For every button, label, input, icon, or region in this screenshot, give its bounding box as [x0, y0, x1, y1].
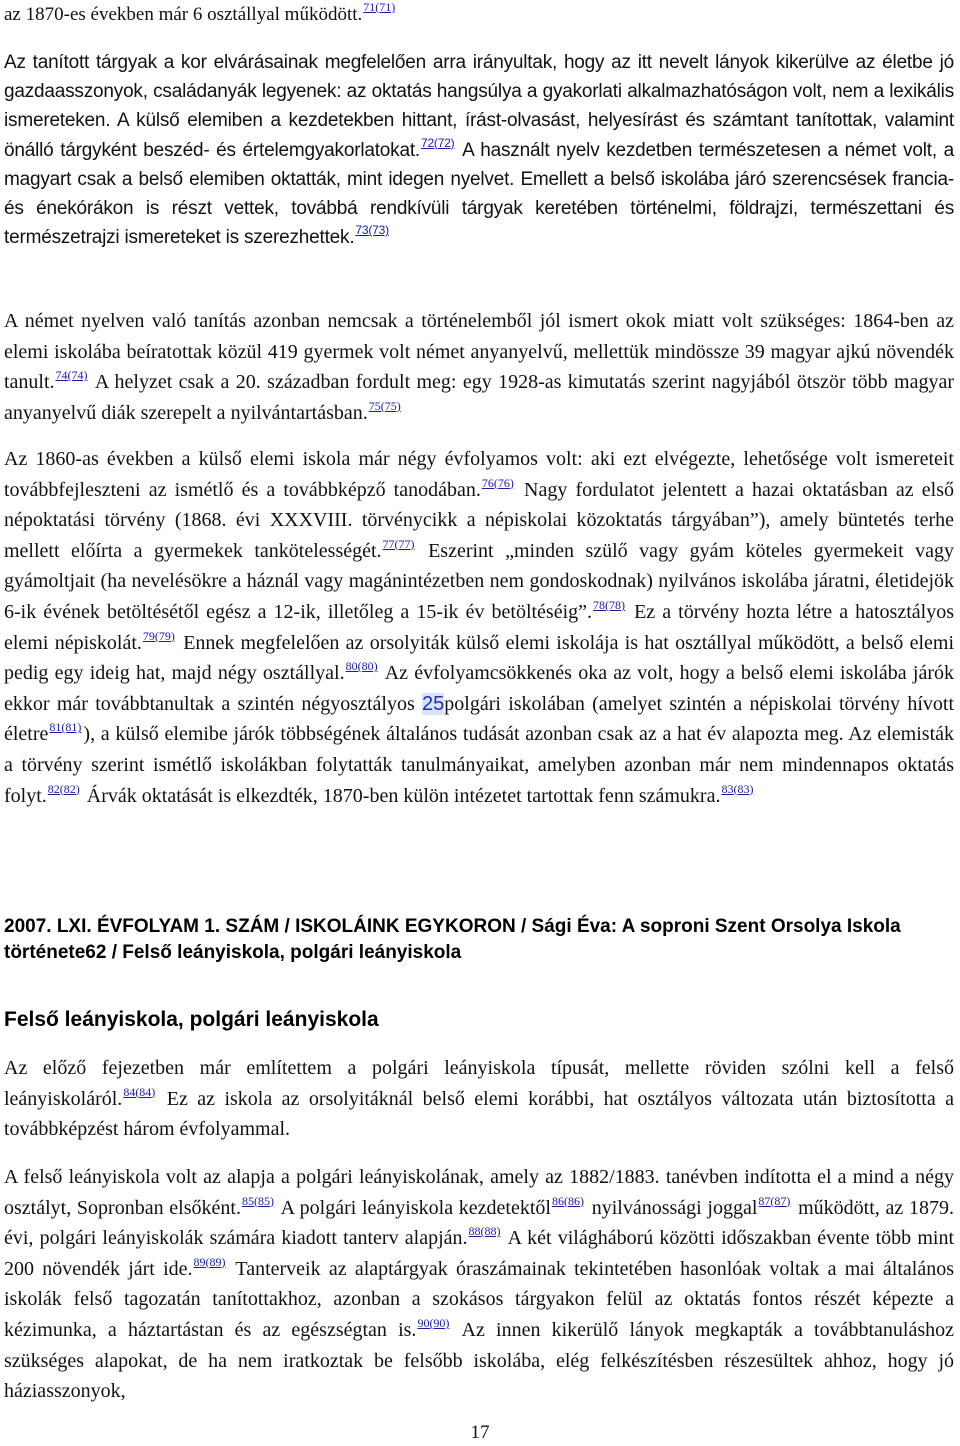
- footnote-link-74[interactable]: 74(74): [55, 368, 88, 383]
- paragraph-text: Az előző fejezetben már említettem a polgári leányiskola típusát, mellette röviden szólni kell a felső leányiskoláról.: [4, 1057, 954, 1110]
- paragraph-text: ), a külső elemibe járók többségének általános tudását azonban csak az a hat év alapozta meg. Az elemisták a törvény szerint ismétlő iskolákban folytatták tanulmányaikat, amelyben azonban már nem mindennapos oktatás folyt.: [4, 723, 954, 807]
- page-number: 17: [470, 1422, 490, 1443]
- paragraph-text: polgári iskolában (amelyet szintén a népiskolai törvény hívott életre: [4, 692, 954, 746]
- paragraph-text: Ez az iskola az orsolyitáknál belső elemi korábbi, hat osztályos változata után biztosította a továbbképzést három évfolyammal.: [4, 1087, 955, 1141]
- paragraph-text: Az tanított tárgyak a kor elvárásainak megfelelően arra irányultak, hogy az itt nevelt lányok kikerülve az életbe jó gazdaasszonyok, családanyák legyenek: az oktatás hangsúlya a gyakorlati alkalmazhatóságon volt, nem a lexikális ismereteken. A külső elemiben a kezdetekben hittant, írást-olvasást, helyesírást és számtant tanítottak, valamint önálló tárgyként beszéd- és értelemgyakorlatokat.: [4, 52, 954, 161]
- footnote-link-78[interactable]: 78(78): [593, 597, 626, 612]
- paragraph-text: Nagy fordulatot jelentett a hazai oktatásban az első népoktatási törvény (1868. évi XXXVIII. törvénycikk a népiskolai közoktatás tárgyában”), amely büntetés terhe mellett előírta a gyermekek tankötelességét.: [4, 478, 954, 562]
- paragraph-text: A két világháború közötti időszakban évente több mint 200 növendék járt ide.: [4, 1227, 955, 1280]
- paragraph-text: nyilvánossági joggal: [591, 1196, 758, 1219]
- footnote-link-82[interactable]: 82(82): [47, 781, 80, 796]
- footnote-link-75[interactable]: 75(75): [368, 398, 401, 413]
- paragraph-text: Az évfolyamcsökkenés oka az volt, hogy a belső elemi iskolába járók ekkor már továbbtanultak a szintén négyosztályos: [4, 662, 954, 715]
- footnote-link-83[interactable]: 83(83): [721, 781, 754, 796]
- paragraph-subjects: [4, 48, 954, 252]
- paragraph-text: Ennek megfelelően az orsolyiták külső elemi iskolája is hat osztállyal működött, a belső elemi pedig egy ideig hat, majd négy osztállyal.: [4, 631, 954, 685]
- section-title: Felső leányiskola, polgári leányiskola: [4, 1008, 379, 1031]
- footnote-link-77[interactable]: 77(77): [382, 536, 415, 551]
- journal-header-line: 2007. LXI. ÉVFOLYAM 1. SZÁM / ISKOLÁINK EGYKORON / Sági Éva: A soproni Szent Orsolya Iskola története62 / Felső leányiskola, polgári leányiskola: [4, 916, 901, 963]
- paragraph-text: A német nyelven való tanítás azonban nemcsak a történelemből jól ismert okok miatt volt szükséges: 1864-ben az elemi iskolába beíratottak közül 419 gyermek volt német anyanyelvű, mellettük mindössze 39 magyar ajkú növendék tanult.: [4, 310, 954, 394]
- paragraph-text: Az innen kikerülő lányok megkapták a továbbtanuláshoz szükséges alapokat, de ha nem iratkoztak be felsőbb iskolába, elég felkészítésben részesültek ahhoz, hogy jó háziasszonyok,: [4, 1318, 954, 1403]
- paragraph-text: Tanterveik az alaptárgyak óraszámainak tekintetében hasonlóak voltak a mai általános iskolák felső tagozatán tanítottakhoz, azonban a szokásos tárgyakon felül az oktatás fontos részét képezte a kézimunka, a háztartástan és az egészségtan is.: [4, 1257, 955, 1341]
- paragraph-text: Árvák oktatását is elkezdték, 1870-ben külön intézetet tartottak fenn számukra.: [86, 784, 721, 807]
- footnote-link-87[interactable]: 87(87): [758, 1193, 791, 1208]
- top-line-text: az 1870-es években már 6 osztállyal működött.: [4, 4, 363, 25]
- paragraph-text: Ez a törvény hozta létre a hatosztályos elemi népiskolát.: [4, 600, 954, 654]
- footnote-link-84[interactable]: 84(84): [123, 1084, 156, 1099]
- paragraph-text: A polgári leányiskola kezdetektől: [280, 1196, 551, 1219]
- paragraph-german-language: [4, 306, 954, 428]
- footnote-link-73[interactable]: 73(73): [355, 223, 389, 238]
- footnote-link-80[interactable]: 80(80): [345, 659, 378, 674]
- footnote-link-79[interactable]: 79(79): [142, 628, 175, 643]
- paragraph-text: működött, az 1879. évi, polgári leányiskolák számára kiadott tanterv alapján.: [4, 1196, 954, 1250]
- paragraph-text: A helyzet csak a 20. században fordult meg: egy 1928-as kimutatás szerint nagyjából ötször több magyar anyanyelvű diák szerepelt a nyilvántartásban.: [4, 371, 954, 424]
- footnote-link-81[interactable]: 81(81): [49, 720, 82, 735]
- highlighted-page-ref[interactable]: 25: [422, 692, 445, 715]
- footnote-link-71[interactable]: 71(71): [363, 0, 396, 14]
- footnote-link-76[interactable]: 76(76): [481, 475, 514, 490]
- paragraph-school-law: [4, 444, 954, 811]
- paragraph-civil-school: [4, 1162, 954, 1407]
- paragraph-text: A felső leányiskola volt az alapja a polgári leányiskolának, amely az 1882/1883. tanévben indította el a mind a négy osztályt, Sopronban elsőként.: [4, 1166, 954, 1219]
- footnote-link-90[interactable]: 90(90): [417, 1315, 450, 1330]
- top-line: [4, 0, 954, 30]
- footnote-link-86[interactable]: 86(86): [551, 1193, 584, 1208]
- footnote-link-85[interactable]: 85(85): [241, 1193, 274, 1208]
- paragraph-text: A használt nyelv kezdetben természetesen a német volt, a magyart csak a belső elemiben oktatták, mint idegen nyelvet. Emellett a belső iskolába járó szerencsések francia- és énekórákon is részt vettek, továbbá rendkívüli tárgyak keretében történelmi, földrajzi, természettani és természetrajzi ismereteket is szerezhettek.: [4, 139, 954, 249]
- footnote-link-89[interactable]: 89(89): [193, 1254, 226, 1269]
- paragraph-upper-school: [4, 1053, 954, 1145]
- footnote-link-72[interactable]: 72(72): [420, 135, 455, 150]
- paragraph-text: Az 1860-as években a külső elemi iskola már négy évfolyamos volt: aki ezt elvégezte, lehetősége volt ismereteit továbbfejleszteni az ismétlő és a továbbképző tanodában.: [4, 448, 954, 501]
- footnote-link-88[interactable]: 88(88): [468, 1224, 501, 1239]
- paragraph-text: Eszerint „minden szülő vagy gyám köteles gyermekeit vagy gyámoltjait (ha nevelésökre a háznál vagy magánintézetben nem gondoskodnak) nyilvános iskolába járatni, életidejök 6-ik évének betöltésétől egész a 12-ik, illetőleg a 15-ik év betöltéséig”.: [4, 539, 954, 623]
